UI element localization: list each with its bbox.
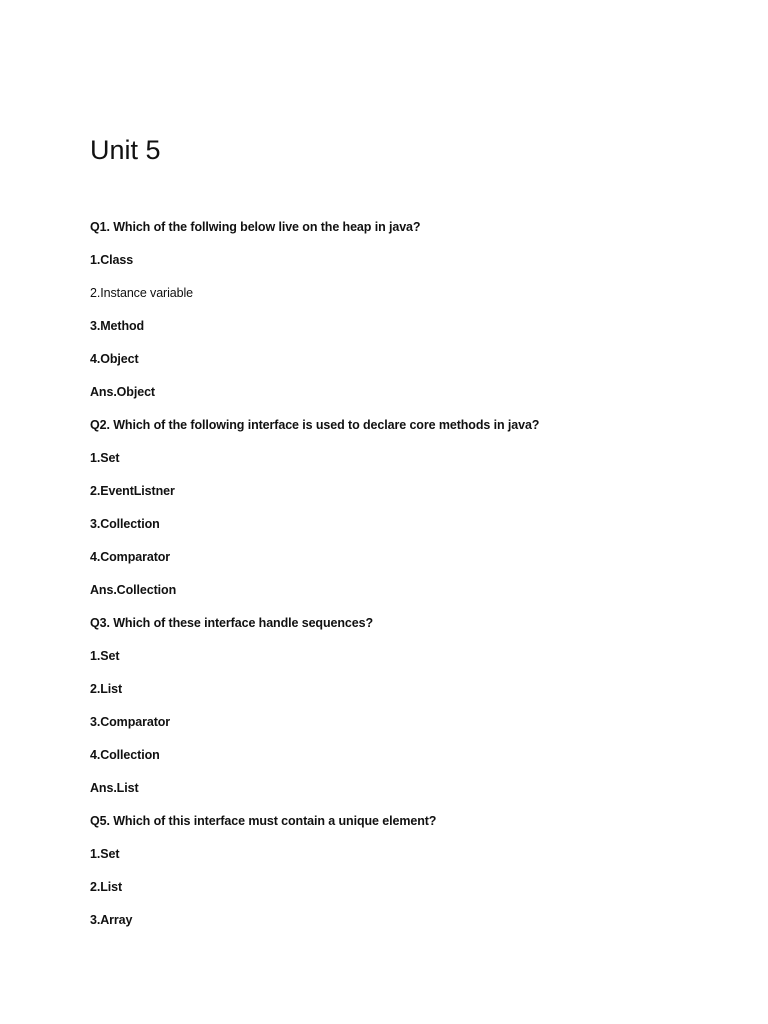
question-q5: Q5. Which of this interface must contain a unique element? xyxy=(90,814,437,828)
question-list xyxy=(90,218,730,944)
answer-q1: Ans.Object xyxy=(90,385,155,399)
option-q3-2: 2.List xyxy=(90,682,123,696)
question-q1: Q1. Which of the follwing below live on the heap in java? xyxy=(90,220,421,234)
option-q3-3: 3.Comparator xyxy=(90,715,171,729)
page-title: Unit 5 xyxy=(90,135,161,165)
question-q3: Q3. Which of these interface handle sequences? xyxy=(90,616,373,630)
option-q3-1: 1.Set xyxy=(90,649,120,663)
option-q1-1: 1.Class xyxy=(90,253,134,267)
option-q2-4: 4.Comparator xyxy=(90,550,171,564)
option-q1-2: 2.Instance variable xyxy=(90,286,194,300)
option-q2-1: 1.Set xyxy=(90,451,120,465)
answer-q2: Ans.Collection xyxy=(90,583,177,597)
option-q5-3: 3.Array xyxy=(90,913,133,927)
option-q1-3: 3.Method xyxy=(90,319,145,333)
question-q2: Q2. Which of the following interface is used to declare core methods in java? xyxy=(90,418,540,432)
option-q5-1: 1.Set xyxy=(90,847,120,861)
option-q1-4: 4.Object xyxy=(90,352,139,366)
option-q2-3: 3.Collection xyxy=(90,517,160,531)
answer-q3: Ans.List xyxy=(90,781,139,795)
option-q5-2: 2.List xyxy=(90,880,123,894)
option-q2-2: 2.EventListner xyxy=(90,484,175,498)
option-q3-4: 4.Collection xyxy=(90,748,160,762)
